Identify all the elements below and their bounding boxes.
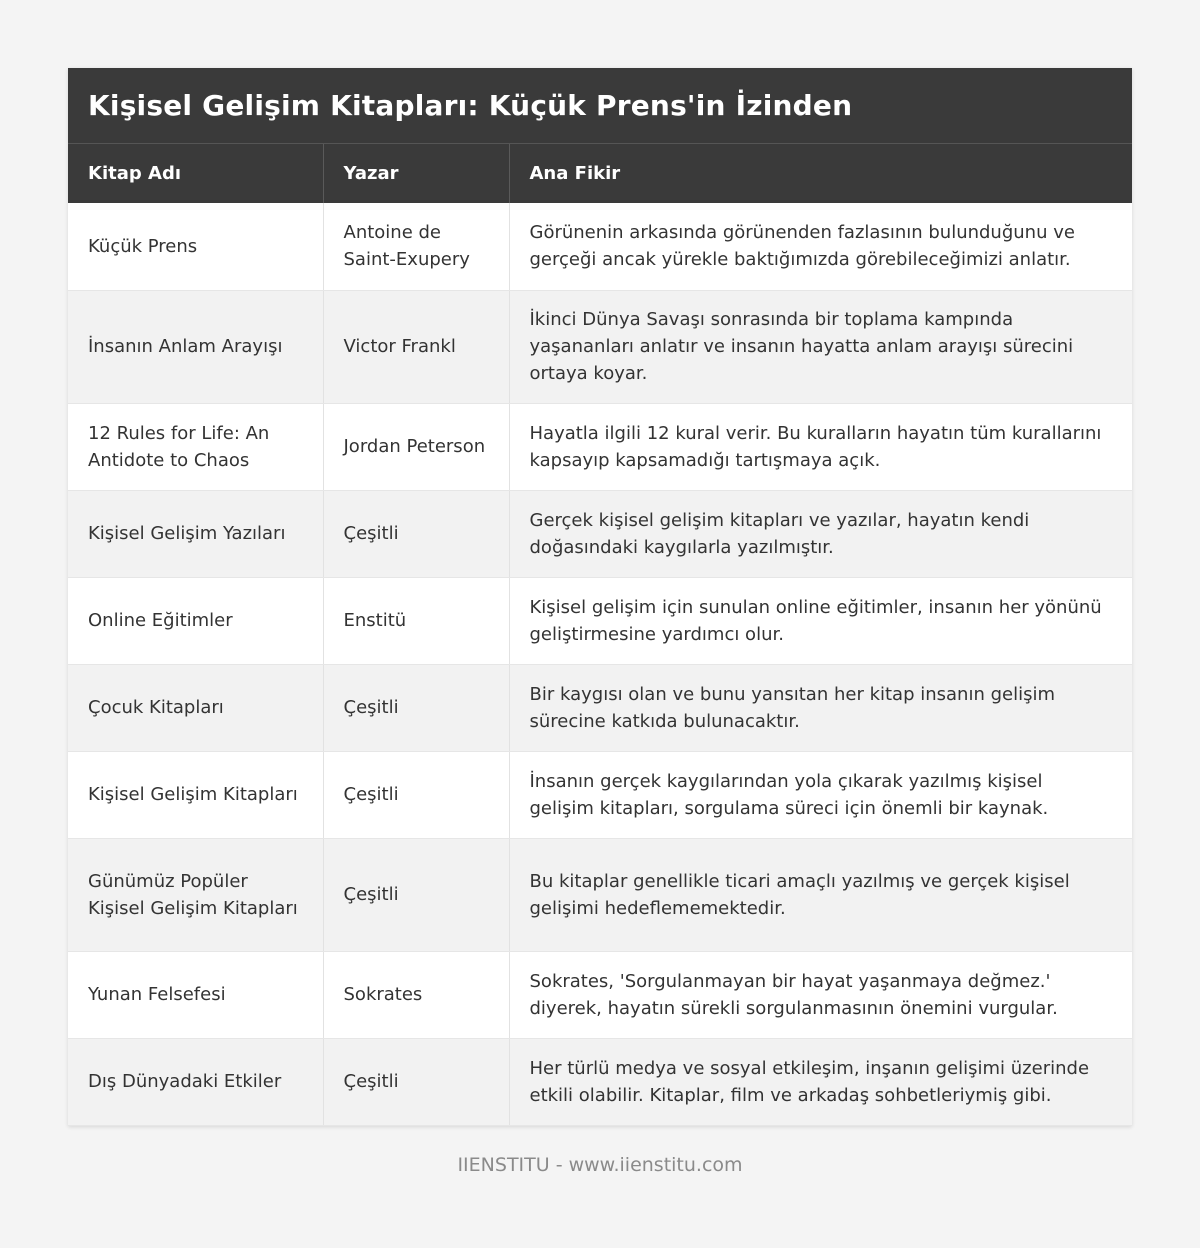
title-bar	[68, 68, 1132, 144]
header-author: Yazar	[323, 144, 509, 203]
table-card	[68, 68, 1132, 1126]
cell-book-name: Çocuk Kitapları	[68, 664, 323, 751]
books-table	[68, 144, 1132, 1126]
cell-main-idea: Her türlü medya ve sosyal etkileşim, inşanın gelişimi üzerinde etkili olabilir. Kitaplar, film ve arkadaş sohbetleriymiş gibi.	[509, 1038, 1132, 1125]
cell-author: Çeşitli	[323, 1038, 509, 1125]
cell-main-idea: İnsanın gerçek kaygılarından yola çıkarak yazılmış kişisel gelişim kitapları, sorgulama süreci için önemli bir kaynak.	[509, 751, 1132, 838]
table-row	[68, 838, 1132, 951]
cell-main-idea: Bir kaygısı olan ve bunu yansıtan her kitap insanın gelişim sürecine katkıda bulunacaktır.	[509, 664, 1132, 751]
header-book-name: Kitap Adı	[68, 144, 323, 203]
footer-credit: IIENSTITU - www.iienstitu.com	[457, 1154, 743, 1176]
cell-book-name: Küçük Prens	[68, 203, 323, 290]
table-body	[68, 203, 1132, 1125]
cell-main-idea: İkinci Dünya Savaşı sonrasında bir toplama kampında yaşananları anlatır ve insanın hayatta anlam arayışı sürecini ortaya koyar.	[509, 290, 1132, 403]
cell-book-name: 12 Rules for Life: An Antidote to Chaos	[68, 403, 323, 490]
table-row	[68, 1038, 1132, 1125]
table-row	[68, 951, 1132, 1038]
cell-book-name: Kişisel Gelişim Yazıları	[68, 490, 323, 577]
cell-book-name: Yunan Felsefesi	[68, 951, 323, 1038]
cell-author: Çeşitli	[323, 751, 509, 838]
cell-main-idea: Hayatla ilgili 12 kural verir. Bu kuralların hayatın tüm kurallarını kapsayıp kapsamadığı tartışmaya açık.	[509, 403, 1132, 490]
table-row	[68, 751, 1132, 838]
table-row	[68, 577, 1132, 664]
cell-main-idea: Sokrates, 'Sorgulanmayan bir hayat yaşanmaya değmez.' diyerek, hayatın sürekli sorgulanmasının önemini vurgular.	[509, 951, 1132, 1038]
cell-author: Enstitü	[323, 577, 509, 664]
cell-author: Çeşitli	[323, 838, 509, 951]
table-header	[68, 144, 1132, 203]
cell-author: Antoine de Saint-Exupery	[323, 203, 509, 290]
header-row	[68, 144, 1132, 203]
cell-book-name: Günümüz Popüler Kişisel Gelişim Kitapları	[68, 838, 323, 951]
cell-book-name: Kişisel Gelişim Kitapları	[68, 751, 323, 838]
table-row	[68, 403, 1132, 490]
cell-author: Jordan Peterson	[323, 403, 509, 490]
table-row	[68, 203, 1132, 290]
table-row	[68, 490, 1132, 577]
cell-main-idea: Kişisel gelişim için sunulan online eğitimler, insanın her yönünü geliştirmesine yardımcı olur.	[509, 577, 1132, 664]
table-row	[68, 290, 1132, 403]
cell-author: Sokrates	[323, 951, 509, 1038]
cell-author: Victor Frankl	[323, 290, 509, 403]
page-title: Kişisel Gelişim Kitapları: Küçük Prens'in İzinden	[88, 89, 853, 122]
cell-main-idea: Gerçek kişisel gelişim kitapları ve yazılar, hayatın kendi doğasındaki kaygılarla yazılmıştır.	[509, 490, 1132, 577]
table-row	[68, 664, 1132, 751]
cell-main-idea: Görünenin arkasında görünenden fazlasının bulunduğunu ve gerçeği ancak yürekle baktığımızda görebileceğimizi anlatır.	[509, 203, 1132, 290]
cell-book-name: İnsanın Anlam Arayışı	[68, 290, 323, 403]
cell-book-name: Dış Dünyadaki Etkiler	[68, 1038, 323, 1125]
cell-book-name: Online Eğitimler	[68, 577, 323, 664]
cell-author: Çeşitli	[323, 664, 509, 751]
cell-author: Çeşitli	[323, 490, 509, 577]
cell-main-idea: Bu kitaplar genellikle ticari amaçlı yazılmış ve gerçek kişisel gelişimi hedeflememektedir.	[509, 838, 1132, 951]
header-main-idea: Ana Fikir	[509, 144, 1132, 203]
